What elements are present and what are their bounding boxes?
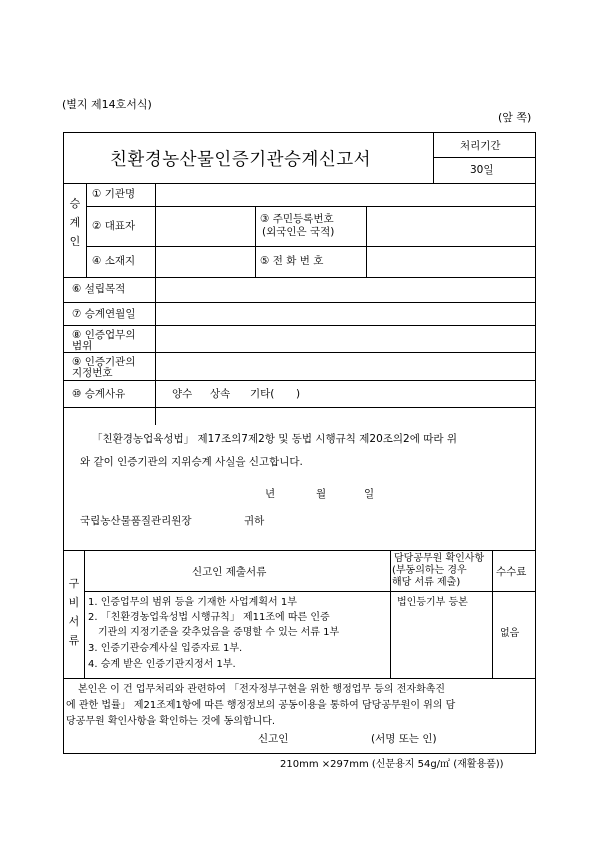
consent-line-1: 본인은 이 건 업무처리와 관련하여 「전자정부구현을 위한 행정업무 등의 전자화촉진 <box>78 684 446 695</box>
divider <box>366 206 367 277</box>
documents-fee-header: 수수료 <box>496 566 527 578</box>
divider <box>492 550 493 678</box>
divider <box>63 277 536 278</box>
divider <box>63 325 536 326</box>
scope-label: ⑧ 인증업무의 <box>72 329 136 341</box>
fee-value: 없음 <box>500 628 520 639</box>
divider <box>86 183 87 277</box>
form-number-label: (별지 제14호서식) <box>62 98 152 111</box>
reason-option-other-close: ) <box>296 388 301 400</box>
consent-line-3: 당공무원 확인사항을 확인하는 것에 동의합니다. <box>66 716 276 727</box>
divider <box>86 246 536 247</box>
reason-label: ⑩ 승계사유 <box>72 388 126 400</box>
reason-option-transfer: 양수 <box>172 388 193 400</box>
date-month-label: 월 <box>316 488 327 500</box>
resident-number-label: ③ 주민등록번호 <box>260 213 334 225</box>
form-title: 친환경농산물인증기관승계신고서 <box>110 150 372 170</box>
documents-officer-subheader-2: 해당 서류 제출) <box>392 577 461 588</box>
documents-officer-header: 담당공무원 확인사항 <box>394 553 485 564</box>
processing-period-label: 처리기간 <box>460 140 501 152</box>
divider <box>390 550 391 678</box>
consent-line-2: 에 관한 법률」 제21조제1항에 따른 행정정보의 공동이용을 통하여 담당공무원이 위의 담 <box>66 700 456 711</box>
addressee: 국립농산물품질관리원장 <box>80 515 192 527</box>
officer-check-item: 법인등기부 등본 <box>397 597 468 608</box>
reason-option-other: 기타( <box>250 388 275 400</box>
divider <box>63 183 536 184</box>
document-item-2: 2. 「친환경농업육성법 시행규칙」 제11조에 따른 인증 <box>88 612 330 623</box>
reason-option-inheritance: 상속 <box>210 388 231 400</box>
documents-submit-header: 신고인 제출서류 <box>192 566 267 578</box>
resident-number-sublabel: (외국인은 국적) <box>262 226 335 238</box>
divider <box>63 302 536 303</box>
document-item-4: 4. 승계 받은 인증기관지정서 1부. <box>88 659 236 670</box>
divider <box>63 352 536 353</box>
document-item-2-cont: 기관의 지정기준을 갖추었음을 증명할 수 있는 서류 1부 <box>98 627 340 638</box>
signer-label: 신고인 <box>258 733 289 745</box>
address-label: ④ 소재지 <box>92 255 136 267</box>
document-item-1: 1. 인증업무의 범위 등을 기재한 사업계획서 1부 <box>88 597 297 608</box>
divider <box>63 407 536 408</box>
documents-section-label: 구 비 서 류 <box>68 577 80 647</box>
addressee-suffix: 귀하 <box>244 515 265 527</box>
divider <box>433 157 536 158</box>
processing-period-value: 30일 <box>470 164 494 176</box>
designation-label: ⑨ 인증기관의 <box>72 356 136 368</box>
scope-sublabel: 범위 <box>72 340 93 352</box>
divider <box>84 550 85 678</box>
divider <box>155 183 156 425</box>
succession-date-label: ⑦ 승계연월일 <box>72 308 136 320</box>
representative-label: ② 대표자 <box>92 220 136 232</box>
divider <box>433 132 434 184</box>
successor-section-label: 승 계 인 <box>69 197 81 248</box>
divider <box>255 206 256 277</box>
divider <box>63 380 536 381</box>
declaration-line-2: 와 같이 인증기관의 지위승계 사실을 신고합니다. <box>80 456 303 468</box>
paper-spec: 210mm ×297mm (신문용지 54g/㎡ (재활용품)) <box>280 759 504 770</box>
org-name-label: ① 기관명 <box>92 188 136 200</box>
date-day-label: 일 <box>364 488 375 500</box>
phone-label: ⑤ 전 화 번 호 <box>260 255 324 267</box>
date-year-label: 년 <box>265 488 276 500</box>
purpose-label: ⑥ 설립목적 <box>72 283 126 295</box>
documents-officer-subheader: (부동의하는 경우 <box>392 565 467 576</box>
declaration-line-1: 「친환경농업육성법」 제17조의7제2항 및 동법 시행규칙 제20조의2에 따라 위 <box>92 433 457 445</box>
document-item-3: 3. 인증기관승계사실 입증자료 1부. <box>88 643 243 654</box>
designation-sublabel: 지정번호 <box>72 367 113 379</box>
divider <box>63 678 536 679</box>
divider <box>86 206 536 207</box>
page-side-label: (앞 쪽) <box>498 111 532 124</box>
divider <box>84 591 536 592</box>
divider <box>63 550 536 551</box>
signature-note: (서명 또는 인) <box>371 733 437 745</box>
